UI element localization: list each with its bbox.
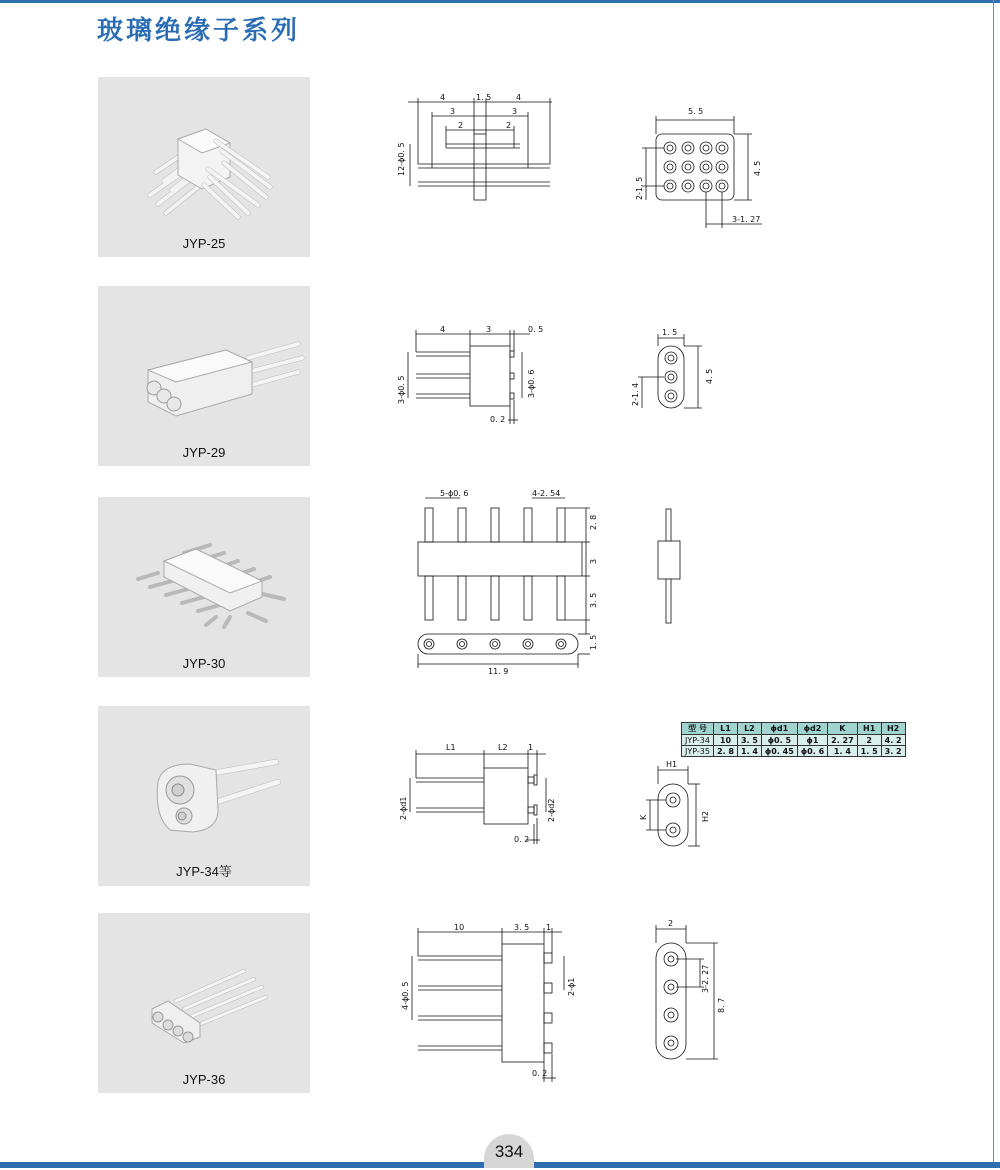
connector-jyp-34-image — [98, 706, 310, 886]
dim-a: 4 — [440, 93, 446, 102]
jyp-36-top-drawing — [636, 915, 726, 1065]
dim-pins: 5-ϕ0. 6 — [440, 489, 469, 498]
header-cell: H1 — [857, 723, 881, 735]
dim-pitch-v: 2-1. 5 — [635, 176, 644, 200]
dim-a: 10 — [454, 923, 465, 932]
dim-c: 1 — [528, 743, 534, 752]
dim-pins: 3-ϕ0. 5 — [397, 375, 406, 404]
dim-h2: H2 — [701, 810, 710, 822]
dim-c: 4 — [516, 93, 522, 102]
page-number: 334 — [484, 1134, 534, 1168]
table-cell: 1. 4 — [737, 746, 761, 757]
jyp-30-drawing — [400, 484, 600, 680]
table-cell: JYP-34 — [682, 735, 714, 746]
header-cell: L1 — [713, 723, 737, 735]
dim-head: 3-ϕ0. 6 — [527, 369, 536, 398]
table-cell: 4. 2 — [881, 735, 905, 746]
dim-f: 2 — [458, 121, 464, 130]
table-cell: 1. 4 — [828, 746, 858, 757]
table-cell: JYP-35 — [682, 746, 714, 757]
spec-table-header — [682, 723, 906, 735]
table-cell: ϕ0. 6 — [797, 746, 827, 757]
product-photo-jyp-25 — [98, 77, 310, 257]
dim-pins: 12-ϕ0. 5 — [397, 142, 406, 176]
spec-table — [681, 722, 906, 757]
dim-body: 3 — [589, 558, 598, 564]
dim-d: 3 — [450, 107, 456, 116]
dim-pins: 4-ϕ0. 5 — [401, 981, 410, 1010]
jyp-34-top-drawing — [630, 758, 720, 854]
dim-h: 4. 5 — [705, 368, 714, 384]
dim-pitch: 2-1. 4 — [631, 382, 640, 406]
dim-a: 4 — [440, 325, 446, 334]
table-cell: ϕ1 — [797, 735, 827, 746]
model-label: JYP-34等 — [176, 864, 232, 879]
dim-bottom: 3. 5 — [589, 592, 598, 608]
table-cell: 10 — [713, 735, 737, 746]
dim-c: 0. 5 — [528, 325, 544, 334]
table-row — [682, 735, 906, 746]
jyp-30-end-drawing — [650, 505, 690, 627]
table-cell: 1. 5 — [857, 746, 881, 757]
dim-thick: 1. 5 — [589, 634, 598, 650]
dim-pitch: 4-2. 54 — [532, 489, 561, 498]
header-cell: H2 — [881, 723, 905, 735]
jyp-36-side-drawing — [396, 918, 580, 1082]
table-cell: 3. 2 — [881, 746, 905, 757]
dim-b: 3 — [486, 325, 492, 334]
header-cell: ϕd2 — [797, 723, 827, 735]
header-cell: L2 — [737, 723, 761, 735]
product-photo-jyp-29 — [98, 286, 310, 466]
dim-w: 2 — [668, 919, 674, 928]
model-label: JYP-25 — [182, 236, 226, 251]
product-photo-jyp-36 — [98, 913, 310, 1093]
dim-b: 3. 5 — [514, 923, 530, 932]
dim-l2: L2 — [498, 743, 508, 752]
dim-g: 2 — [506, 121, 512, 130]
dim-h1: H1 — [666, 760, 678, 769]
dim-len: 11. 9 — [488, 667, 509, 676]
connector-jyp-29-image — [98, 286, 310, 466]
dim-head: 2-ϕ1 — [567, 977, 576, 996]
jyp-34-side-drawing — [396, 740, 566, 848]
table-cell: 2. 27 — [828, 735, 858, 746]
jyp-25-side-drawing — [390, 88, 570, 208]
jyp-29-top-drawing — [628, 326, 718, 426]
dim-pitch: 3-2. 27 — [701, 964, 710, 993]
dim-pitch-h: 3-1. 27 — [732, 215, 761, 224]
dim-pins: 2-ϕd1 — [399, 796, 408, 820]
model-label: JYP-30 — [182, 656, 226, 671]
right-rule — [993, 0, 994, 1168]
dim-e: 3 — [512, 107, 518, 116]
dim-h: 4. 5 — [753, 160, 762, 176]
top-rule — [0, 0, 1000, 3]
dim-w: 1. 5 — [662, 328, 678, 337]
connector-jyp-30-image — [98, 497, 310, 677]
dim-head: 2-ϕd2 — [547, 798, 556, 822]
product-photo-jyp-34 — [98, 706, 310, 886]
dim-b: 1. 5 — [476, 93, 492, 102]
table-cell: 2. 8 — [713, 746, 737, 757]
connector-jyp-25-image — [98, 77, 310, 257]
table-row — [682, 746, 906, 757]
dim-gap: 0. 2 — [490, 415, 506, 424]
connector-jyp-36-image — [98, 913, 310, 1093]
dim-h: 8. 7 — [717, 997, 726, 1013]
header-cell: ϕd1 — [761, 723, 797, 735]
model-label: JYP-29 — [182, 445, 226, 460]
table-cell: 3. 5 — [737, 735, 761, 746]
jyp-29-side-drawing — [390, 320, 560, 430]
header-cell: 型 号 — [682, 723, 714, 735]
dim-l1: L1 — [446, 743, 456, 752]
model-label: JYP-36 — [182, 1072, 226, 1087]
jyp-25-top-drawing — [630, 100, 770, 230]
dim-c: 1 — [546, 923, 552, 932]
table-cell: ϕ0. 45 — [761, 746, 797, 757]
header-cell: K — [828, 723, 858, 735]
table-cell: ϕ0. 5 — [761, 735, 797, 746]
dim-gap: 0. 2 — [514, 835, 530, 844]
product-photo-jyp-30 — [98, 497, 310, 677]
table-cell: 2 — [857, 735, 881, 746]
dim-k: K — [639, 814, 648, 820]
dim-top: 2. 8 — [589, 514, 598, 530]
dim-w: 5. 5 — [688, 107, 704, 116]
dim-gap: 0. 2 — [532, 1069, 548, 1078]
page-title: 玻璃绝缘子系列 — [97, 16, 301, 46]
